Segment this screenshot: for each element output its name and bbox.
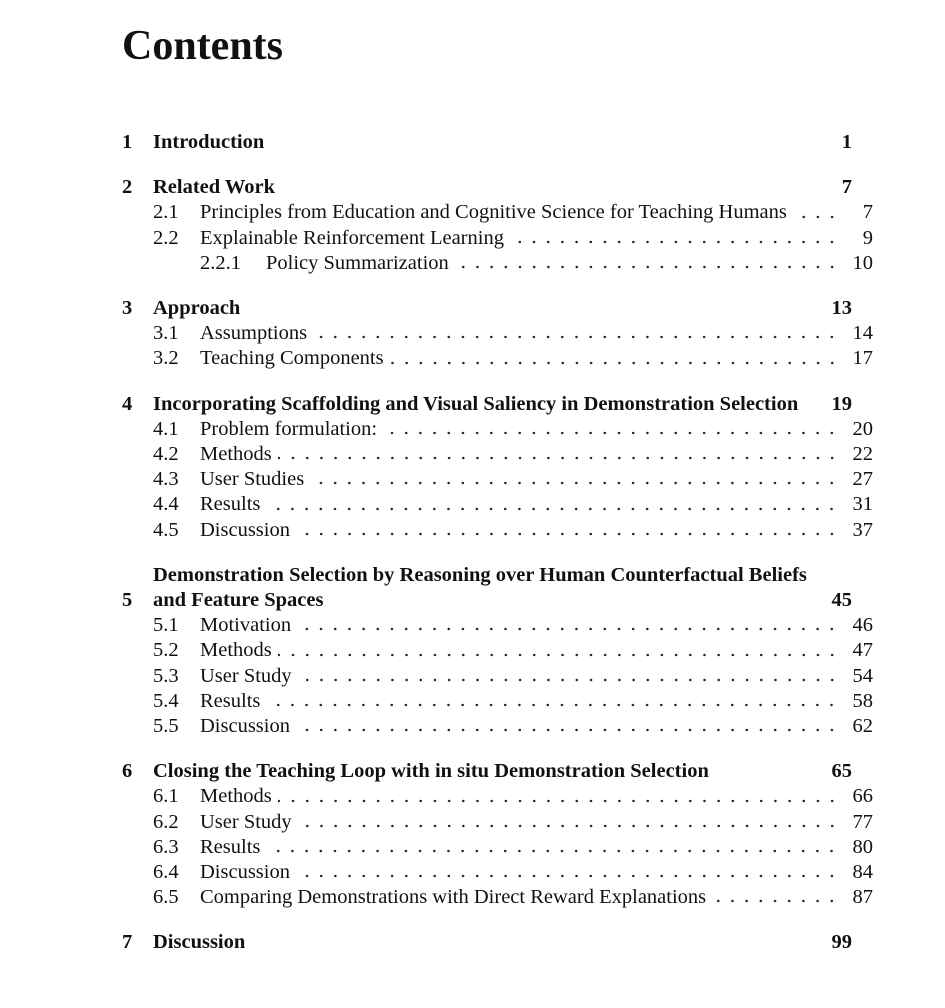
entry-number: 5.4	[153, 689, 179, 712]
entry-page-number: 54	[852, 664, 873, 687]
entry-number: 5.2	[153, 639, 179, 662]
entry-title: User Studies	[200, 468, 305, 491]
entry-title: Discussion	[153, 931, 246, 954]
entry-number: 3.2	[153, 347, 179, 370]
entry-page-number: 87	[852, 886, 873, 909]
entry-title: User Study	[200, 664, 292, 687]
entry-title: Methods	[200, 785, 272, 808]
entry-page-number: 58	[852, 689, 873, 712]
entry-number: 5.1	[153, 614, 179, 637]
entry-title: Problem formulation:	[200, 417, 378, 440]
toc-subsection-entry[interactable]	[122, 251, 873, 276]
entry-number: 2.2.1	[200, 251, 241, 274]
entry-title: Discussion	[200, 715, 290, 738]
entry-number: 4	[122, 392, 133, 415]
entry-number: 4.2	[153, 443, 179, 466]
entry-page-number: 47	[852, 639, 873, 662]
dot-leader	[390, 360, 839, 366]
entry-number: 4.1	[153, 417, 179, 440]
toc-section-entry[interactable]	[122, 835, 873, 860]
entry-page-number: 45	[831, 589, 852, 612]
dot-leader	[310, 480, 839, 486]
dot-leader	[278, 652, 839, 658]
dot-leader	[297, 626, 839, 632]
entry-title: Results	[200, 835, 261, 858]
entry-number: 7	[122, 931, 133, 954]
dot-leader	[296, 873, 839, 879]
dot-leader	[298, 677, 839, 683]
toc-chapter-entry[interactable]	[122, 130, 873, 155]
entry-page-number: 27	[852, 468, 873, 491]
dot-leader	[793, 214, 839, 220]
entry-title: Policy Summarization	[266, 251, 449, 274]
entry-page-number: 7	[862, 201, 873, 224]
dot-leader	[266, 506, 839, 512]
toc-section-entry[interactable]	[122, 810, 873, 835]
dot-leader	[296, 727, 839, 733]
entry-number: 5.3	[153, 664, 179, 687]
toc-section-entry[interactable]	[122, 442, 873, 467]
toc-section-entry[interactable]	[122, 784, 873, 809]
entry-title: Methods	[200, 443, 272, 466]
toc-section-entry[interactable]	[122, 689, 873, 714]
toc-section-entry[interactable]	[122, 467, 873, 492]
entry-page-number: 13	[831, 297, 852, 320]
entry-page-number: 46	[852, 614, 873, 637]
toc-section-entry[interactable]	[122, 518, 873, 543]
entry-page-number: 77	[852, 810, 873, 833]
toc-section-entry[interactable]	[122, 664, 873, 689]
dot-leader	[266, 702, 839, 708]
toc-chapter	[122, 392, 873, 543]
toc-chapter	[122, 930, 873, 955]
entry-title: Incorporating Scaffolding and Visual Saliency in Demonstration Selection	[153, 392, 799, 415]
entry-title: Assumptions	[200, 322, 308, 345]
entry-title: Approach	[153, 297, 241, 320]
entry-title: Motivation	[200, 614, 292, 637]
page-title: Contents	[122, 23, 284, 69]
entry-number: 6	[122, 760, 133, 783]
entry-number: 4.3	[153, 468, 179, 491]
entry-title: Discussion	[200, 518, 290, 541]
entry-page-number: 19	[831, 392, 852, 415]
entry-page-number: 17	[852, 347, 873, 370]
entry-page-number: 1	[841, 131, 852, 153]
toc-chapter	[122, 563, 873, 739]
toc-section-entry[interactable]	[122, 714, 873, 739]
entry-page-number: 20	[852, 417, 873, 440]
entry-page-number: 66	[852, 785, 873, 808]
entry-number: 6.2	[153, 810, 179, 833]
dot-leader	[266, 848, 839, 854]
dot-leader	[455, 264, 839, 270]
toc-chapter-entry[interactable]	[122, 392, 873, 417]
entry-number: 4.4	[153, 493, 179, 516]
entry-number: 6.4	[153, 861, 179, 884]
toc-section-entry[interactable]	[122, 613, 873, 638]
entry-title: User Study	[200, 810, 292, 833]
toc-chapter-entry[interactable]	[122, 175, 873, 200]
toc-chapter-entry[interactable]	[122, 930, 873, 955]
entry-title: Teaching Components	[200, 347, 384, 370]
entry-number: 2.1	[153, 201, 179, 224]
entry-number: 4.5	[153, 518, 179, 541]
entry-title: Introduction	[153, 131, 265, 153]
entry-page-number: 65	[831, 760, 852, 783]
entry-page-number: 84	[852, 861, 873, 884]
table-of-contents	[122, 130, 873, 976]
toc-section-entry[interactable]	[122, 417, 873, 442]
toc-section-entry[interactable]	[122, 492, 873, 517]
entry-number: 2	[122, 176, 133, 199]
entry-title: Results	[200, 493, 261, 516]
entry-title: Results	[200, 689, 261, 712]
entry-number: 1	[122, 131, 133, 153]
entry-page-number: 80	[852, 835, 873, 858]
entry-title: Principles from Education and Cognitive Science for Teaching Humans	[200, 201, 787, 224]
dot-leader	[313, 334, 839, 340]
entry-number: 3	[122, 297, 133, 320]
entry-page-number: 10	[852, 251, 873, 274]
toc-chapter-entry[interactable]	[122, 563, 873, 613]
toc-section-entry[interactable]	[122, 226, 873, 251]
dot-leader	[383, 430, 839, 436]
entry-title: Discussion	[200, 861, 290, 884]
dot-leader	[296, 531, 839, 537]
entry-number: 6.1	[153, 785, 179, 808]
dot-leader	[712, 898, 839, 904]
toc-section-entry[interactable]	[122, 346, 873, 371]
toc-chapter	[122, 296, 873, 372]
entry-title: Demonstration Selection by Reasoning over Human Counterfactual Beliefs and Feature Spaces	[153, 563, 807, 612]
entry-title: Comparing Demonstrations with Direct Reward Explanations	[200, 886, 707, 909]
toc-chapter-entry[interactable]	[122, 759, 873, 784]
toc-chapter	[122, 175, 873, 276]
toc-section-entry[interactable]	[122, 638, 873, 663]
entry-number: 5	[122, 589, 133, 612]
entry-title: Explainable Reinforcement Learning	[200, 226, 504, 249]
entry-page-number: 22	[852, 443, 873, 466]
dot-leader	[278, 455, 839, 461]
toc-chapter	[122, 759, 873, 910]
entry-page-number: 31	[852, 493, 873, 516]
entry-number: 2.2	[153, 226, 179, 249]
toc-section-entry[interactable]	[122, 200, 873, 225]
toc-section-entry[interactable]	[122, 321, 873, 346]
entry-number: 6.3	[153, 835, 179, 858]
toc-section-entry[interactable]	[122, 860, 873, 885]
dot-leader	[298, 823, 839, 829]
entry-title: Related Work	[153, 176, 276, 199]
toc-section-entry[interactable]	[122, 885, 873, 910]
entry-page-number: 14	[852, 322, 873, 345]
dot-leader	[510, 239, 839, 245]
entry-title: Closing the Teaching Loop with in situ Demonstration Selection	[153, 760, 709, 783]
entry-page-number: 7	[841, 176, 852, 199]
entry-title: Methods	[200, 639, 272, 662]
entry-number: 3.1	[153, 322, 179, 345]
entry-page-number: 62	[852, 715, 873, 738]
entry-number: 6.5	[153, 886, 179, 909]
toc-chapter	[122, 130, 873, 155]
entry-number: 5.5	[153, 715, 179, 738]
entry-page-number: 99	[831, 931, 852, 954]
toc-chapter-entry[interactable]	[122, 296, 873, 321]
entry-page-number: 9	[862, 226, 873, 249]
dot-leader	[278, 798, 839, 804]
entry-page-number: 37	[852, 518, 873, 541]
